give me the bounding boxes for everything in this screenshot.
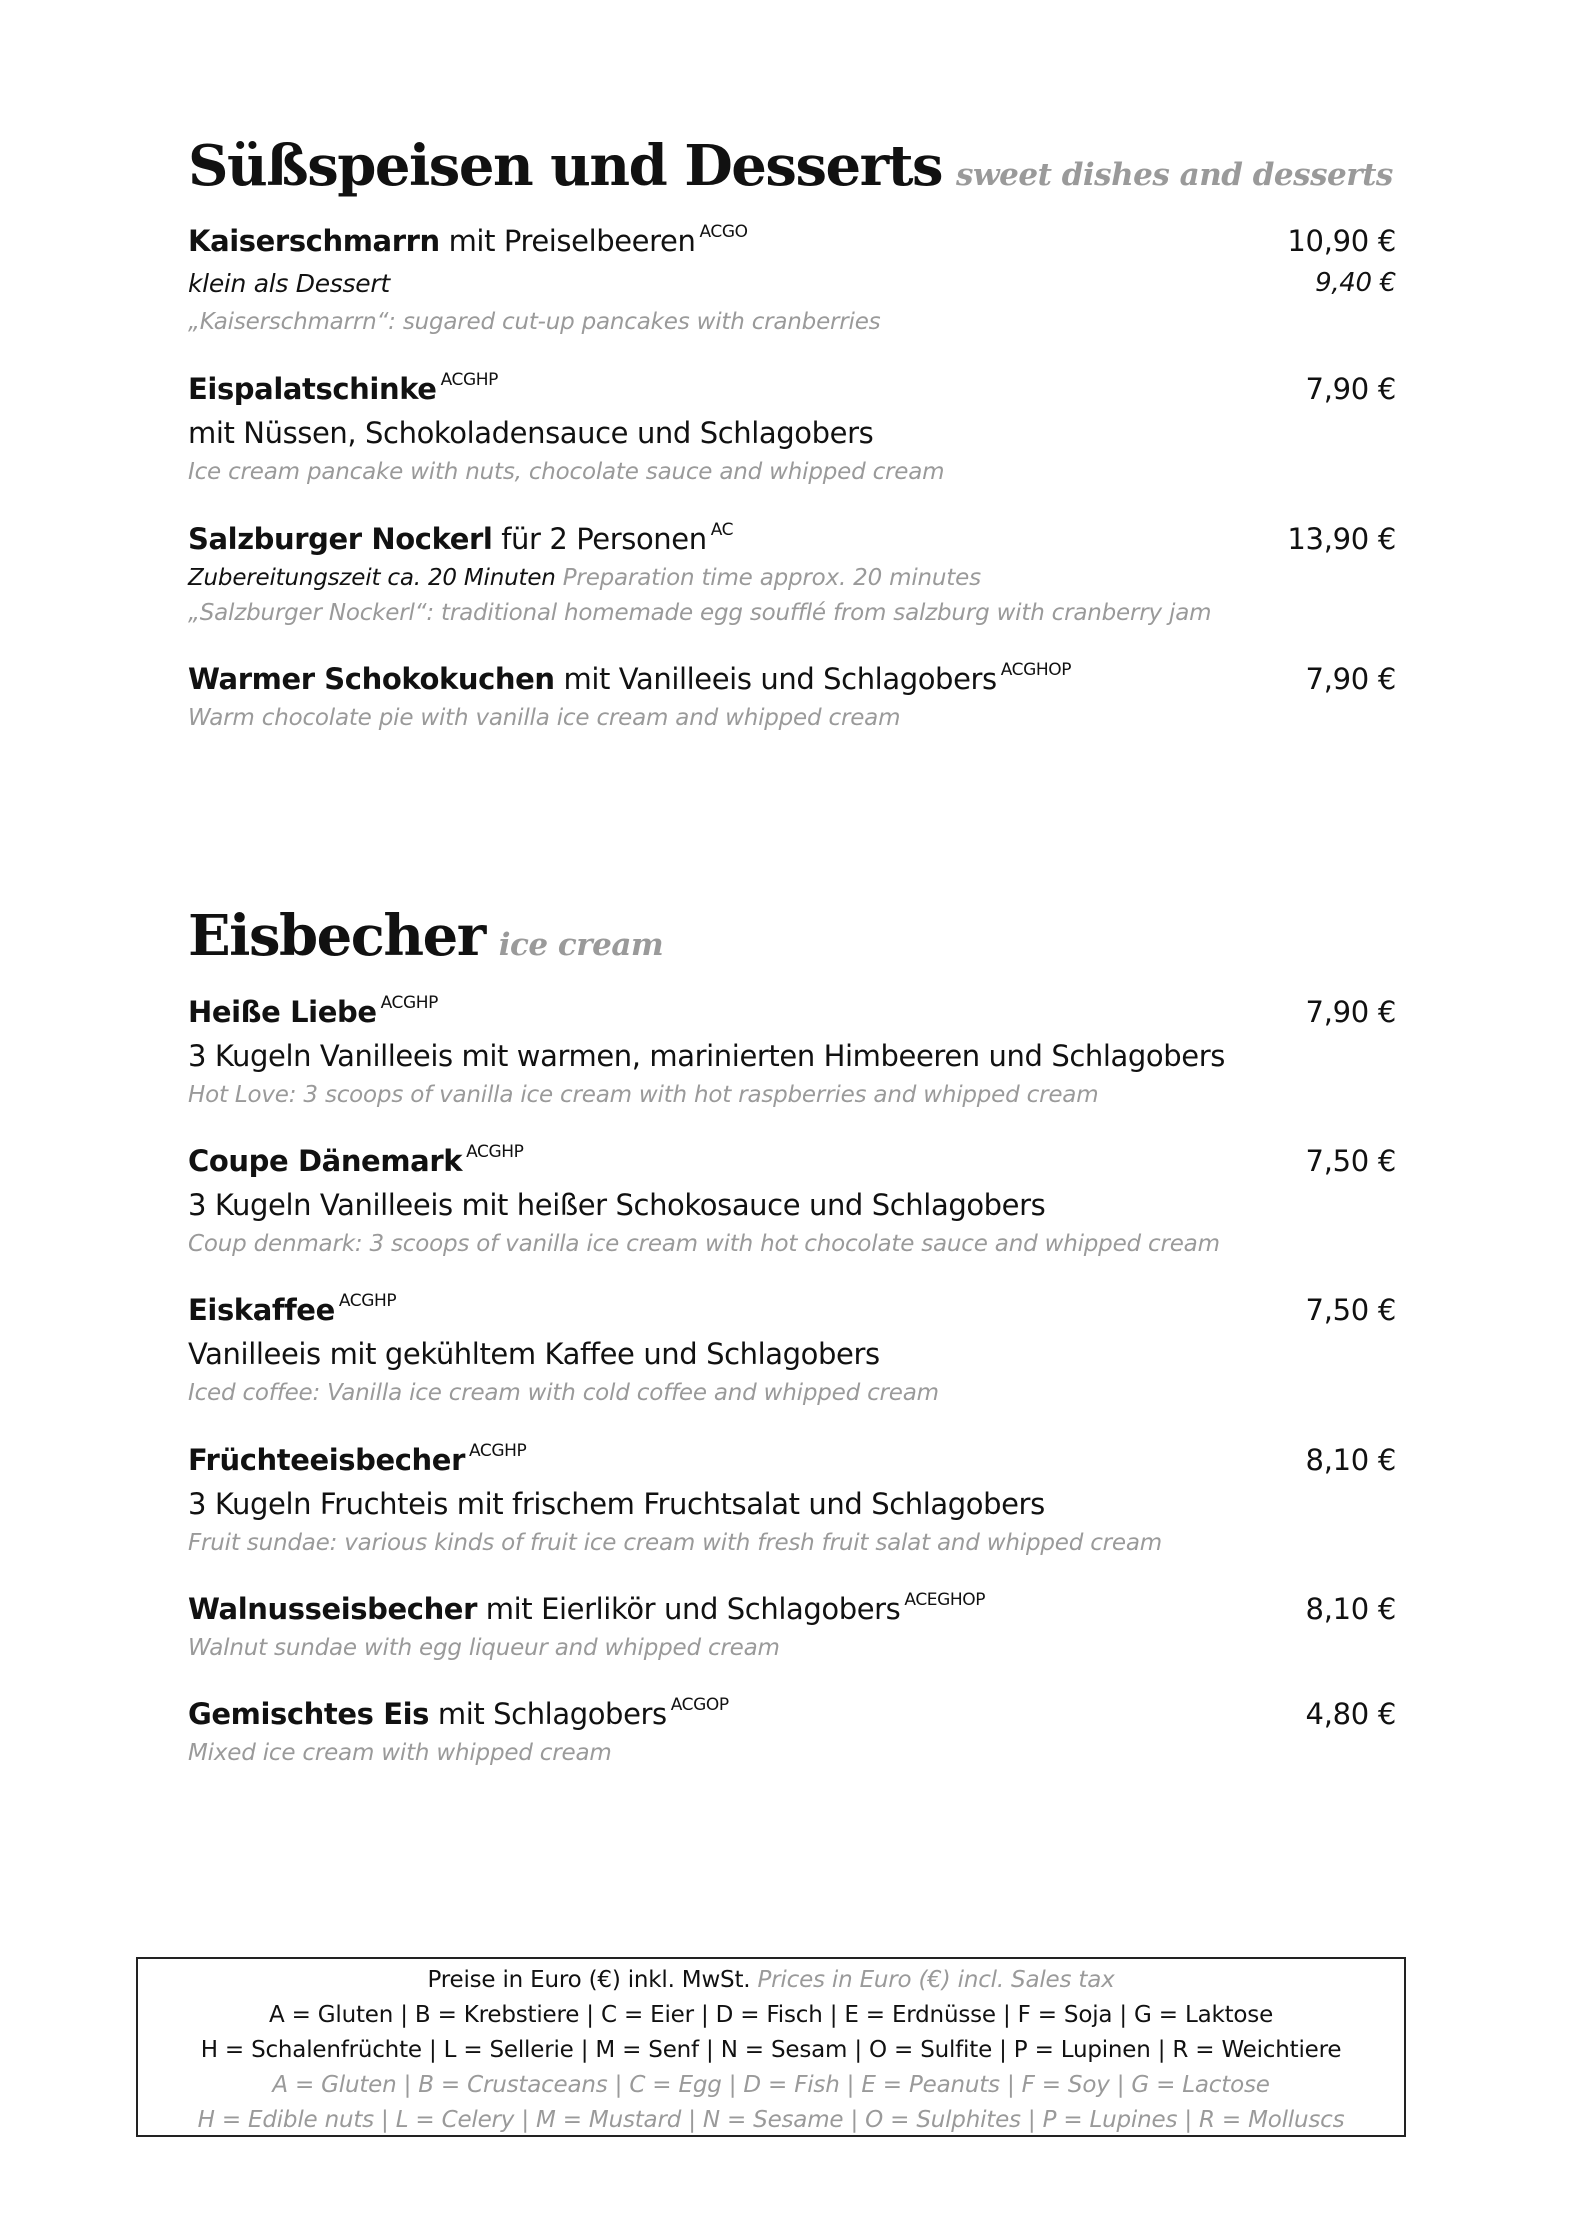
desserts-heading xyxy=(188,133,1393,199)
legend-line-en-1: A = Gluten | B = Crustaceans | C = Egg | D = Fish | E = Peanuts | F = Soy | G = Lactose xyxy=(272,2072,1270,2098)
item-description-en: Hot Love: 3 scoops of vanilla ice cream with hot raspberries and whipped cream xyxy=(188,1082,1099,1108)
item-name: Früchteeisbecher xyxy=(188,1443,465,1477)
item-description-de: 3 Kugeln Fruchteis mit frischem Fruchtsalat und Schlagobers xyxy=(188,1487,1045,1521)
item-name: Heiße Liebe xyxy=(188,995,377,1029)
menu-item-heisse-liebe xyxy=(188,995,438,1029)
menu-item-kaiserschmarrn xyxy=(188,224,748,258)
allergen-codes: ACGHP xyxy=(380,993,439,1013)
price-note-en: Prices in Euro (€) incl. Sales tax xyxy=(750,1967,1115,1993)
item-price: 7,50 € xyxy=(1305,1293,1396,1327)
item-description-en: Warm chocolate pie with vanilla ice cream and whipped cream xyxy=(188,705,901,731)
prep-time-de: Zubereitungszeit ca. 20 Minuten xyxy=(188,565,556,591)
menu-item-walnusseisbecher xyxy=(188,1592,985,1626)
item-price: 7,50 € xyxy=(1305,1144,1396,1178)
item-description-en: Ice cream pancake with nuts, chocolate sauce and whipped cream xyxy=(188,459,945,485)
menu-item-gemischtes-eis xyxy=(188,1697,729,1731)
allergen-codes: AC xyxy=(710,520,734,540)
item-price: 8,10 € xyxy=(1305,1592,1396,1626)
legend-line-en-2: H = Edible nuts | L = Celery | M = Mustard | N = Sesame | O = Sulphites | P = Lupines | R = Molluscs xyxy=(197,2107,1345,2133)
desserts-title: Süßspeisen und Desserts xyxy=(188,133,943,199)
item-price: 13,90 € xyxy=(1287,522,1396,556)
small-portion-price: 9,40 € xyxy=(1315,268,1396,298)
item-name: Eispalatschinke xyxy=(188,372,437,406)
small-portion-label: klein als Dessert xyxy=(188,269,390,298)
menu-item-fruechteeisbecher xyxy=(188,1443,526,1477)
legend-line-de-1: A = Gluten | B = Krebstiere | C = Eier | D = Fisch | E = Erdnüsse | F = Soja | G = Laktose xyxy=(268,2002,1274,2028)
item-description-de: 3 Kugeln Vanilleeis mit heißer Schokosauce und Schlagobers xyxy=(188,1188,1046,1222)
allergen-codes: ACGHOP xyxy=(1000,660,1072,680)
item-price: 4,80 € xyxy=(1305,1697,1396,1731)
allergen-codes: ACGHP xyxy=(338,1291,397,1311)
item-description-de: 3 Kugeln Vanilleeis mit warmen, marinierten Himbeeren und Schlagobers xyxy=(188,1039,1225,1073)
price-note-de: Preise in Euro (€) inkl. MwSt. xyxy=(427,1967,751,1993)
item-description-en: „Salzburger Nockerl“: traditional homemade egg soufflé from salzburg with cranberry jam xyxy=(188,600,1212,626)
menu-item-coupe-daenemark xyxy=(188,1144,524,1178)
menu-item-eispalatschinke xyxy=(188,372,498,406)
item-rest: für 2 Personen xyxy=(492,522,707,556)
allergen-codes: ACGHP xyxy=(440,370,498,390)
item-name: Kaiserschmarrn xyxy=(188,224,440,258)
item-name: Eiskaffee xyxy=(188,1293,335,1327)
item-description-de: Vanilleeis mit gekühltem Kaffee und Schlagobers xyxy=(188,1337,880,1371)
desserts-subtitle: sweet dishes and desserts xyxy=(956,157,1393,193)
item-description-en: Fruit sundae: various kinds of fruit ice cream with fresh fruit salat and whipped cream xyxy=(188,1530,1162,1556)
item-description-de: mit Nüssen, Schokoladensauce und Schlagobers xyxy=(188,416,874,450)
item-price: 7,90 € xyxy=(1305,662,1396,696)
menu-item-salzburger-nockerl xyxy=(188,522,733,556)
item-name: Salzburger Nockerl xyxy=(188,522,493,556)
menu-item-warmer-schokokuchen xyxy=(188,662,1071,696)
allergen-codes: ACGOP xyxy=(670,1695,729,1715)
item-rest: mit Preiselbeeren xyxy=(439,224,696,258)
item-rest: mit Schlagobers xyxy=(429,1697,667,1731)
allergen-codes: ACGO xyxy=(699,222,748,242)
allergen-codes: ACGHP xyxy=(468,1441,527,1461)
item-description-en: „Kaiserschmarrn“: sugared cut-up pancakes with cranberries xyxy=(188,309,881,335)
item-description-en: Walnut sundae with egg liqueur and whipped cream xyxy=(188,1635,780,1661)
item-price: 7,90 € xyxy=(1305,995,1396,1029)
icecream-heading xyxy=(188,903,663,969)
item-price: 10,90 € xyxy=(1287,224,1396,258)
prep-time-en: Preparation time approx. 20 minutes xyxy=(555,565,981,591)
item-rest: mit Eierlikör und Schlagobers xyxy=(476,1592,901,1626)
item-name: Warmer Schokokuchen xyxy=(188,662,555,696)
item-price: 7,90 € xyxy=(1305,372,1396,406)
legend-line-de-2: H = Schalenfrüchte | L = Sellerie | M = Senf | N = Sesam | O = Sulfite | P = Lupinen | R = Weichtiere xyxy=(200,2037,1342,2063)
preparation-time xyxy=(188,565,981,591)
item-description-en: Coup denmark: 3 scoops of vanilla ice cream with hot chocolate sauce and whipped cream xyxy=(188,1231,1220,1257)
menu-item-eiskaffee xyxy=(188,1293,396,1327)
item-description-en: Mixed ice cream with whipped cream xyxy=(188,1740,612,1766)
item-price: 8,10 € xyxy=(1305,1443,1396,1477)
item-name: Walnusseisbecher xyxy=(188,1592,477,1626)
allergen-codes: ACGHP xyxy=(466,1142,524,1162)
item-rest: mit Vanilleeis und Schlagobers xyxy=(554,662,997,696)
allergen-codes: ACEGHOP xyxy=(904,1590,986,1610)
icecream-subtitle: ice cream xyxy=(498,927,664,963)
price-note xyxy=(138,1967,1404,1993)
allergen-legend xyxy=(136,1957,1406,2137)
icecream-title: Eisbecher xyxy=(188,903,485,969)
item-description-en: Iced coffee: Vanilla ice cream with cold coffee and whipped cream xyxy=(188,1380,939,1406)
item-name: Coupe Dänemark xyxy=(188,1144,463,1178)
item-name: Gemischtes Eis xyxy=(188,1697,430,1731)
